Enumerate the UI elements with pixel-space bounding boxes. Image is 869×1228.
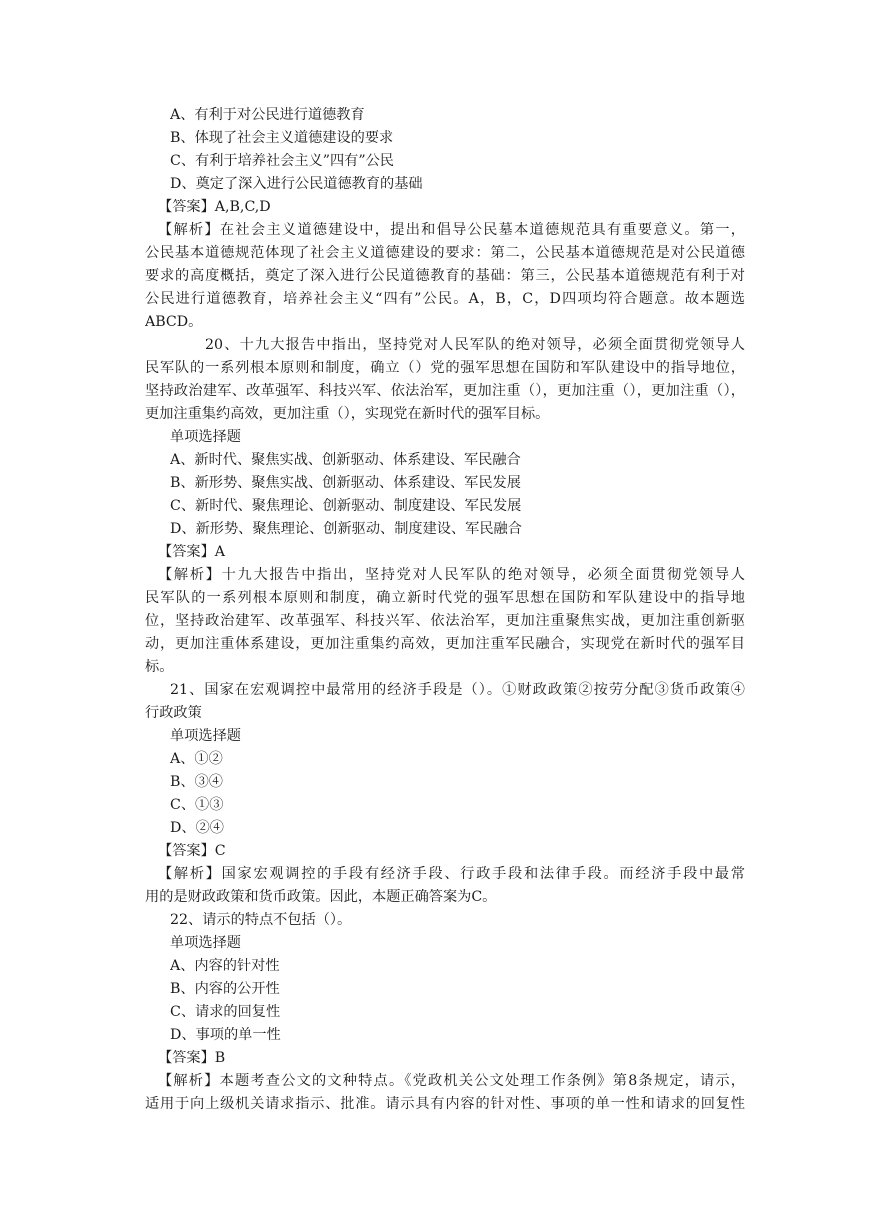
answer: 【答案】C bbox=[158, 843, 226, 859]
analysis-line: 适用于向上级机关请求指示、批准。请示具有内容的针对性、事项的单一性和请求的回复性 bbox=[145, 1096, 745, 1112]
analysis-line: 用的是财政政策和货币政策。因此，本题正确答案为C。 bbox=[145, 889, 497, 905]
question-21-text: 行政政策 bbox=[145, 705, 202, 721]
analysis-line: 【解析】在社会主义道德建设中，提出和倡导公民墓本道德规范具有重要意义。第一， bbox=[158, 222, 745, 238]
analysis-line: 【解析】十九大报告中指出，坚持党对人民军队的绝对领导，必须全面贯彻党领导人 bbox=[158, 567, 745, 583]
question-type: 单项选择题 bbox=[170, 429, 241, 445]
analysis-line: 民军队的一系列根本原则和制度，确立新时代党的强军思想在国防和军队建设中的指导地 bbox=[145, 590, 745, 606]
option-b: B、体现了社会主义道德建设的要求 bbox=[170, 130, 394, 146]
option-a: A、有利于对公民进行道德教育 bbox=[170, 107, 365, 123]
answer: 【答案】A,B,C,D bbox=[158, 199, 271, 215]
analysis-line: 位，坚持政治建军、改革强军、科技兴军、依法治军，更加注重聚焦实战，更加注重创新驱 bbox=[145, 613, 745, 629]
analysis-line: 【解析】国家宏观调控的手段有经济手段、行政手段和法律手段。而经济手段中最常 bbox=[158, 866, 745, 882]
question-20-text: 更加注重集约高效，更加注重（），实现党在新时代的强军目标。 bbox=[145, 406, 550, 422]
question-20-text: 20、十九大报告中指出，坚持党对人民军队的绝对领导，必须全面贯彻党领导人 bbox=[205, 337, 745, 353]
option-a: A、①② bbox=[170, 751, 223, 767]
question-type: 单项选择题 bbox=[170, 935, 241, 951]
option-d: D、②④ bbox=[170, 820, 224, 836]
question-21-text: 21、国家在宏观调控中最常用的经济手段是（）。①财政政策②按劳分配③货币政策④ bbox=[170, 682, 745, 698]
option-a: A、新时代、聚焦实战、创新驱动、体系建设、军民融合 bbox=[170, 452, 521, 468]
question-22-text: 22、请示的特点不包括（）。 bbox=[170, 912, 352, 928]
analysis-line: 要求的高度概括，奠定了深入进行公民道德教育的基础：第三，公民基本道德规范有利于对 bbox=[145, 268, 745, 284]
analysis-line: 标。 bbox=[145, 659, 174, 675]
option-b: B、内容的公开性 bbox=[170, 981, 280, 997]
answer: 【答案】B bbox=[158, 1050, 226, 1066]
option-d: D、新形势、聚焦理论、创新驱动、制度建设、军民融合 bbox=[170, 521, 522, 537]
option-c: C、请求的回复性 bbox=[170, 1004, 281, 1020]
analysis-line: 公民基本道德规范体现了社会主义道德建设的要求：第二，公民基本道德规范是对公民道德 bbox=[145, 245, 745, 261]
question-20-text: 坚持政治建军、改革强军、科技兴军、依法治军，更加注重（），更加注重（），更加注重（）， bbox=[145, 383, 745, 399]
option-d: D、事项的单一性 bbox=[170, 1027, 281, 1043]
question-20-text: 民军队的一系列根本原则和制度，确立（）党的强军思想在国防和军队建设中的指导地位， bbox=[145, 360, 745, 376]
option-b: B、新形势、聚焦实战、创新驱动、体系建设、军民发展 bbox=[170, 475, 521, 491]
answer: 【答案】A bbox=[158, 544, 225, 560]
option-b: B、③④ bbox=[170, 774, 223, 790]
option-c: C、新时代、聚焦理论、创新驱动、制度建设、军民发展 bbox=[170, 498, 522, 514]
analysis-line: ABCD。 bbox=[145, 314, 203, 330]
option-c: C、有利于培养社会主义”四有”公民 bbox=[170, 153, 394, 169]
question-type: 单项选择题 bbox=[170, 728, 241, 744]
analysis-line: 【解析】本题考查公文的文种特点。《党政机关公文处理工作条例》第8条规定，请示， bbox=[158, 1073, 745, 1089]
option-d: D、奠定了深入进行公民道德教育的基础 bbox=[170, 176, 423, 192]
option-c: C、①③ bbox=[170, 797, 224, 813]
analysis-line: 公民进行道德教育，培养社会主义“四有”公民。A，B，C，D四项均符合题意。故本题选 bbox=[145, 291, 745, 307]
analysis-line: 动，更加注重体系建设，更加注重集约高效，更加注重军民融合，实现党在新时代的强军目 bbox=[145, 636, 745, 652]
option-a: A、内容的针对性 bbox=[170, 958, 280, 974]
